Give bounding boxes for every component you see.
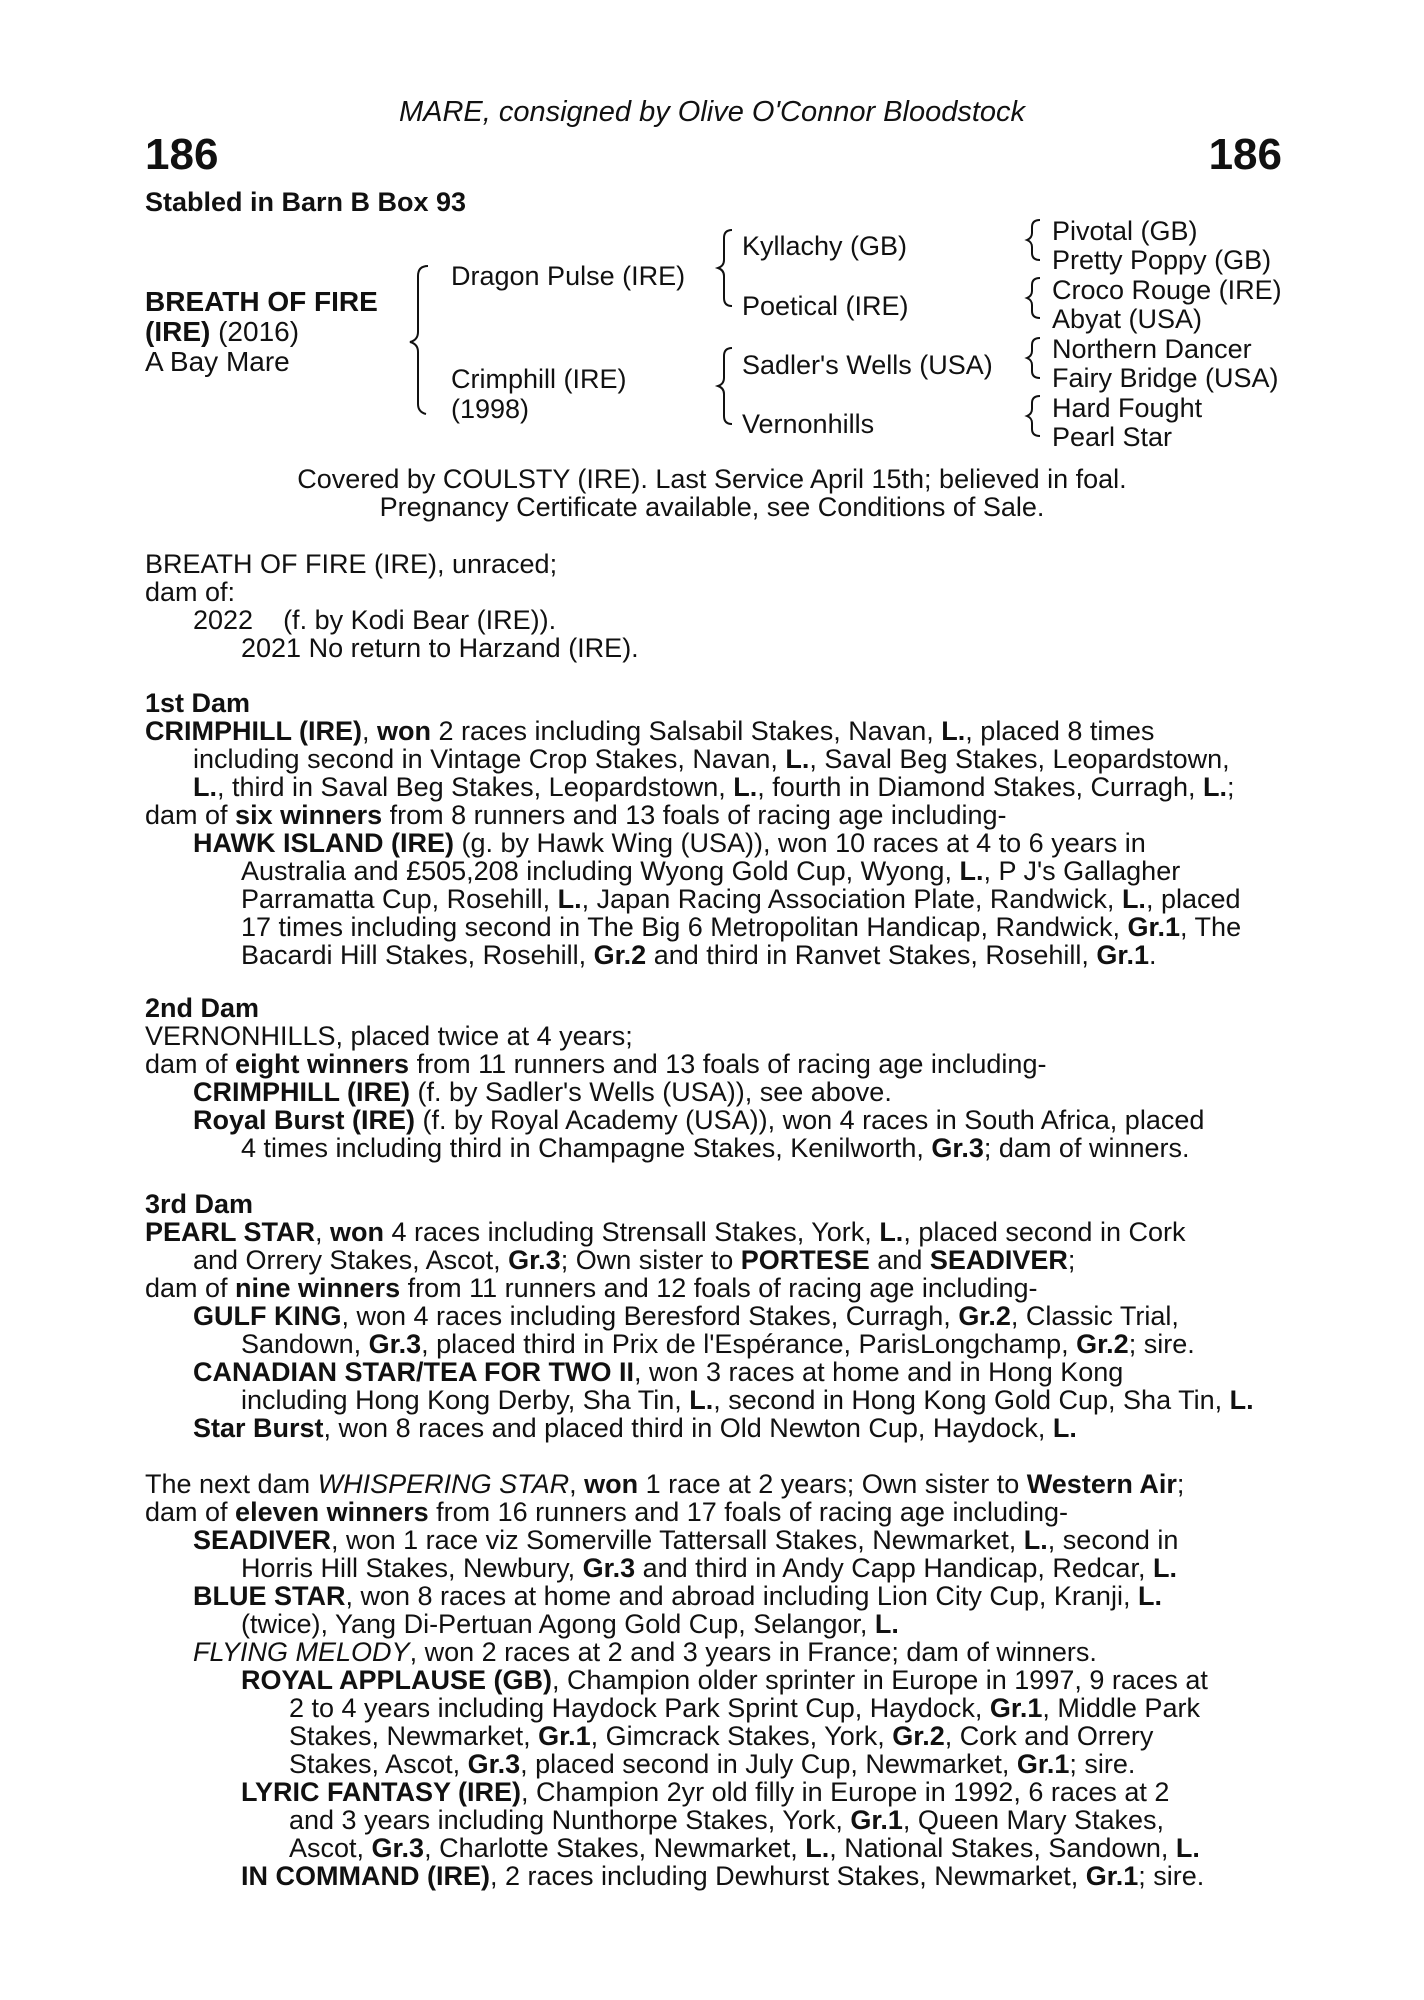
- progeny-name: HAWK ISLAND (IRE): [193, 828, 454, 858]
- dam-of-text: from 11 runners and 12 foals of racing age including-: [400, 1273, 1038, 1303]
- pedigree-sire: Dragon Pulse (IRE): [451, 261, 686, 291]
- progeny-text: , The: [1180, 912, 1242, 942]
- progeny-text: Sandown,: [241, 1329, 369, 1359]
- next-dam-won: won: [584, 1469, 639, 1499]
- pedigree-sire-dam: Poetical (IRE): [742, 291, 909, 321]
- produce-item-1: 2022 (f. by Kodi Bear (IRE)).: [193, 605, 557, 635]
- progeny-text: , Queen Mary Stakes,: [902, 1805, 1165, 1835]
- first-dam-heading: 1st Dam: [145, 688, 251, 718]
- progeny-text: Parramatta Cup, Rosehill,: [241, 884, 558, 914]
- dam-of-text: from 8 runners and 13 foals of racing age including-: [382, 800, 1007, 830]
- listed-mark: L.: [733, 772, 758, 802]
- first-dam-text: 2 races including Salsabil Stakes, Navan,: [431, 716, 942, 746]
- next-dam-text: ,: [569, 1469, 585, 1499]
- pedigree-g4: Abyat (USA): [1052, 304, 1203, 334]
- first-dam-text: including second in Vintage Crop Stakes, Navan,: [193, 744, 786, 774]
- pedigree-g5: Northern Dancer: [1052, 334, 1252, 364]
- group-mark: Gr.2: [958, 1301, 1011, 1331]
- third-dam-heading: 3rd Dam: [145, 1189, 254, 1219]
- progeny-name: FLYING MELODY: [193, 1637, 410, 1667]
- pedigree-dam: Crimphill (IRE): [451, 364, 627, 394]
- listed-mark: L.: [879, 1217, 904, 1247]
- third-dam-won: won: [330, 1217, 385, 1247]
- listed-mark: L.: [1137, 1581, 1162, 1611]
- group-mark: Gr.3: [467, 1749, 521, 1779]
- progeny-text: , won 2 races at 2 and 3 years in France; dam of winners.: [409, 1637, 1097, 1667]
- pedigree-dam-sire: Sadler's Wells (USA): [742, 350, 993, 380]
- winners-count: eleven winners: [235, 1497, 429, 1527]
- group-mark: Gr.1: [1096, 940, 1149, 970]
- group-mark: Gr.1: [1016, 1749, 1070, 1779]
- progeny-text: , Champion 2yr old filly in Europe in 1992, 6 races at 2: [521, 1777, 1170, 1807]
- dam-of-text: dam of: [145, 800, 236, 830]
- next-dam-text: 1 race at 2 years; Own sister to: [638, 1469, 1027, 1499]
- first-dam-text: , third in Saval Beg Stakes, Leopardstown,: [217, 772, 734, 802]
- first-dam-text: ;: [1227, 772, 1235, 802]
- progeny-text: , won 8 races at home and abroad including Lion City Cup, Kranji,: [345, 1581, 1138, 1611]
- dam-of-text: dam of: [145, 1049, 236, 1079]
- listed-mark: L.: [805, 1833, 830, 1863]
- winners-count: eight winners: [235, 1049, 410, 1079]
- progeny-text: Bacardi Hill Stakes, Rosehill,: [241, 940, 594, 970]
- group-mark: Gr.3: [368, 1329, 422, 1359]
- progeny-text: and 3 years including Nunthorpe Stakes, York,: [289, 1805, 851, 1835]
- progeny-text: , Cork and Orrery: [944, 1721, 1154, 1751]
- listed-mark: L.: [689, 1385, 714, 1415]
- progeny-text: (g. by Hawk Wing (USA)), won 10 races at 4 to 6 years in: [453, 828, 1146, 858]
- first-dam-text: , placed 8 times: [965, 716, 1155, 746]
- pedigree-braces: [0, 0, 1424, 470]
- listed-mark: L.: [1203, 772, 1228, 802]
- third-dam-text: ;: [1067, 1245, 1076, 1275]
- pedigree-sire-sire: Kyllachy (GB): [742, 231, 908, 261]
- progeny-text: , P J's Gallagher: [983, 856, 1181, 886]
- progeny-text: , second in: [1047, 1525, 1179, 1555]
- progeny-text: , won 3 races at home and in Hong Kong: [633, 1357, 1124, 1387]
- pedigree-g7: Hard Fought: [1052, 393, 1203, 423]
- progeny-text: , won 8 races and placed third in Old Newton Cup, Haydock,: [323, 1413, 1053, 1443]
- winners-count: six winners: [235, 800, 383, 830]
- progeny-name: CRIMPHILL (IRE): [193, 1077, 410, 1107]
- group-mark: Gr.1: [1085, 1861, 1139, 1891]
- listed-mark: L.: [1121, 884, 1146, 914]
- progeny-text: Ascot,: [289, 1833, 372, 1863]
- first-dam-text: , fourth in Diamond Stakes, Curragh,: [757, 772, 1204, 802]
- pedigree-g6: Fairy Bridge (USA): [1052, 363, 1279, 393]
- progeny-name: LYRIC FANTASY (IRE): [241, 1777, 522, 1807]
- covered-line-1: Covered by COULSTY (IRE). Last Service April 15th; believed in foal.: [297, 464, 1127, 494]
- progeny-text: , Gimcrack Stakes, York,: [590, 1721, 893, 1751]
- group-mark: Gr.2: [593, 940, 647, 970]
- next-dam-section: [145, 1470, 1285, 1890]
- third-dam-text: and Orrery Stakes, Ascot,: [193, 1245, 509, 1275]
- progeny-name: ROYAL APPLAUSE (GB): [241, 1665, 553, 1695]
- consignment-header: MARE, consigned by Olive O'Connor Bloodstock: [398, 96, 1026, 128]
- listed-mark: L.: [785, 744, 810, 774]
- horse-name: BREATH OF FIRE: [145, 286, 378, 317]
- group-mark: Gr.3: [371, 1833, 425, 1863]
- progeny-text: 4 times including third in Champagne Stakes, Kenilworth,: [241, 1133, 932, 1163]
- next-dam-text: ;: [1176, 1469, 1185, 1499]
- listed-mark: L.: [959, 856, 984, 886]
- progeny-text: .: [1148, 940, 1157, 970]
- listed-mark: L.: [1152, 1553, 1177, 1583]
- horse-description: A Bay Mare: [145, 346, 290, 377]
- progeny-text: Horris Hill Stakes, Newbury,: [241, 1553, 583, 1583]
- progeny-name: Royal Burst (IRE): [193, 1105, 416, 1135]
- dam-of-text: from 16 runners and 17 foals of racing age including-: [428, 1497, 1069, 1527]
- first-dam-text: , Saval Beg Stakes, Leopardstown,: [809, 744, 1230, 774]
- group-mark: Gr.3: [931, 1133, 984, 1163]
- progeny-text: ; dam of winners.: [983, 1133, 1190, 1163]
- group-mark: Gr.2: [1076, 1329, 1129, 1359]
- group-mark: Gr.1: [989, 1693, 1043, 1723]
- lot-number-left: 186: [145, 130, 219, 179]
- listed-mark: L.: [1175, 1833, 1200, 1863]
- listed-mark: L.: [193, 772, 217, 802]
- group-mark: Gr.3: [582, 1553, 636, 1583]
- progeny-text: , placed third in Prix de l'Espérance, ParisLongchamp,: [421, 1329, 1077, 1359]
- listed-mark: L.: [557, 884, 582, 914]
- pedigree-g1: Pivotal (GB): [1052, 216, 1198, 246]
- listed-mark: L.: [1229, 1385, 1254, 1415]
- progeny-text: , Champion older sprinter in Europe in 1997, 9 races at: [552, 1665, 1208, 1695]
- progeny-text: and third in Ranvet Stakes, Rosehill,: [646, 940, 1097, 970]
- progeny-text: , Japan Racing Association Plate, Randwick,: [581, 884, 1122, 914]
- covered-note: [0, 465, 1424, 521]
- produce-intro: BREATH OF FIRE (IRE), unraced;: [145, 549, 558, 579]
- dam-of-text: from 11 runners and 13 foals of racing age including-: [409, 1049, 1047, 1079]
- progeny-text: , won 4 races including Beresford Stakes, Curragh,: [341, 1301, 959, 1331]
- relative-name: PORTESE: [740, 1245, 870, 1275]
- listed-mark: L.: [1052, 1413, 1077, 1443]
- progeny-text: ; sire.: [1069, 1749, 1136, 1779]
- lot-number-right: 186: [1208, 130, 1282, 179]
- stabled-location: Stabled in Barn B Box 93: [145, 187, 467, 217]
- group-mark: Gr.2: [892, 1721, 945, 1751]
- progeny-text: , Charlotte Stakes, Newmarket,: [424, 1833, 806, 1863]
- progeny-text: (f. by Sadler's Wells (USA)), see above.: [410, 1077, 892, 1107]
- progeny-text: Stakes, Newmarket,: [289, 1721, 539, 1751]
- third-dam-text: , placed second in Cork: [903, 1217, 1186, 1247]
- progeny-name: GULF KING: [193, 1301, 342, 1331]
- second-dam-line: VERNONHILLS, placed twice at 4 years;: [145, 1021, 633, 1051]
- next-dam-name: WHISPERING STAR: [317, 1469, 570, 1499]
- progeny-text: , 2 races including Dewhurst Stakes, Newmarket,: [489, 1861, 1086, 1891]
- progeny-name: CANADIAN STAR/TEA FOR TWO II: [193, 1357, 634, 1387]
- progeny-text: 2 to 4 years including Haydock Park Sprint Cup, Haydock,: [289, 1693, 990, 1723]
- dam-of-text: dam of: [145, 1497, 236, 1527]
- progeny-text: , placed second in July Cup, Newmarket,: [520, 1749, 1017, 1779]
- first-dam-name: CRIMPHILL (IRE): [145, 716, 362, 746]
- relative-name: SEADIVER: [929, 1245, 1068, 1275]
- horse-suffix: (IRE): [145, 316, 211, 347]
- third-dam-text: 4 races including Strensall Stakes, York,: [384, 1217, 880, 1247]
- third-dam-text: and: [869, 1245, 930, 1275]
- progeny-name: IN COMMAND (IRE): [241, 1861, 490, 1891]
- produce-record: [145, 550, 1285, 662]
- first-dam-won: won: [377, 716, 432, 746]
- progeny-text: , won 1 race viz Somerville Tattersall Stakes, Newmarket,: [331, 1525, 1024, 1555]
- progeny-text: 17 times including second in The Big 6 Metropolitan Handicap, Randwick,: [241, 912, 1128, 942]
- pedigree-g3: Croco Rouge (IRE): [1052, 275, 1282, 305]
- group-mark: Gr.1: [1127, 912, 1181, 942]
- relative-name: Western Air: [1026, 1469, 1177, 1499]
- listed-mark: L.: [941, 716, 966, 746]
- pedigree-dam-dam: Vernonhills: [742, 409, 875, 439]
- progeny-text: including Hong Kong Derby, Sha Tin,: [241, 1385, 690, 1415]
- progeny-name: SEADIVER: [193, 1525, 332, 1555]
- progeny-text: , Middle Park: [1042, 1693, 1200, 1723]
- progeny-text: , National Stakes, Sandown,: [829, 1833, 1176, 1863]
- produce-dam-of: dam of:: [145, 577, 236, 607]
- progeny-text: Stakes, Ascot,: [289, 1749, 468, 1779]
- progeny-text: , placed: [1145, 884, 1241, 914]
- horse-year: (2016): [210, 316, 300, 347]
- dam-of-text: dam of: [145, 1273, 236, 1303]
- progeny-name: BLUE STAR: [193, 1581, 346, 1611]
- produce-item-2: 2021 No return to Harzand (IRE).: [241, 633, 639, 663]
- progeny-text: , second in Hong Kong Gold Cup, Sha Tin,: [713, 1385, 1230, 1415]
- second-dam-section: [145, 994, 1285, 1162]
- progeny-name: Star Burst: [193, 1413, 324, 1443]
- group-mark: Gr.3: [508, 1245, 561, 1275]
- next-dam-text: The next dam: [145, 1469, 318, 1499]
- progeny-text: ; sire.: [1138, 1861, 1205, 1891]
- listed-mark: L.: [874, 1609, 899, 1639]
- winners-count: nine winners: [235, 1273, 401, 1303]
- progeny-text: , Classic Trial,: [1010, 1301, 1179, 1331]
- third-dam-section: 3rd Dam PEARL STAR, won 4 races including Strensall Stakes, York, L., placed second in Cork and Orrery Stakes, Ascot, Gr.3; Own sister to PORTESE and SEADIVER; dam of nine winners from 11 runners and 12 foals of racing age including- GULF KING, won 4 races including Beresford Stakes, Curragh, Gr.2, Classic Trial, Sandown, Gr.3, placed third in Prix de l'Espérance, ParisLongchamp, Gr.2; sire. CANADIAN STAR/TEA FOR TWO II, won 3 races at home and in Hong Kong including Hong Kong Derby, Sha Tin, L., second in Hong Kong Gold Cup, Sha Tin, L. Star Burst, won 8 races and placed third in Old Newton Cup, Haydock, L.: [145, 1190, 1285, 1442]
- group-mark: Gr.1: [538, 1721, 591, 1751]
- group-mark: Gr.1: [850, 1805, 903, 1835]
- pedigree-dam-year: (1998): [451, 394, 530, 424]
- progeny-text: Australia and £505,208 including Wyong Gold Cup, Wyong,: [241, 856, 960, 886]
- pedigree-g2: Pretty Poppy (GB): [1052, 245, 1272, 275]
- second-dam-heading: 2nd Dam: [145, 993, 260, 1023]
- pedigree-g8: Pearl Star: [1052, 422, 1173, 452]
- first-dam-section: 1st Dam CRIMPHILL (IRE), won 2 races including Salsabil Stakes, Navan, L., placed 8 times including second in Vintage Crop Stakes, Navan, L., Saval Beg Stakes, Leopardstown, L., third in Saval Beg Stakes, Leopardstown, L., fourth in Diamond Stakes, Curragh, L.; dam of six winners from 8 runners and 13 foals of racing age including- HAWK ISLAND (IRE) (g. by Hawk Wing (USA)), won 10 races at 4 to 6 years in Australia and £505,208 including Wyong Gold Cup, Wyong, L., P J's Gallagher Parramatta Cup, Rosehill, L., Japan Racing Association Plate, Randwick, L., placed 17 times including second in The Big 6 Metropolitan Handicap, Randwick, Gr.1, The Bacardi Hill Stakes, Rosehill, Gr.2 and third in Ranvet Stakes, Rosehill, Gr.1.: [145, 689, 1285, 969]
- progeny-text: and third in Andy Capp Handicap, Redcar,: [635, 1553, 1153, 1583]
- listed-mark: L.: [1023, 1525, 1048, 1555]
- progeny-text: ; sire.: [1128, 1329, 1195, 1359]
- covered-line-2: Pregnancy Certificate available, see Conditions of Sale.: [379, 492, 1045, 522]
- third-dam-text: ; Own sister to: [560, 1245, 741, 1275]
- progeny-text: (f. by Royal Academy (USA)), won 4 races in South Africa, placed: [415, 1105, 1205, 1135]
- progeny-text: (twice), Yang Di-Pertuan Agong Gold Cup, Selangor,: [241, 1609, 875, 1639]
- third-dam-name: PEARL STAR: [145, 1217, 316, 1247]
